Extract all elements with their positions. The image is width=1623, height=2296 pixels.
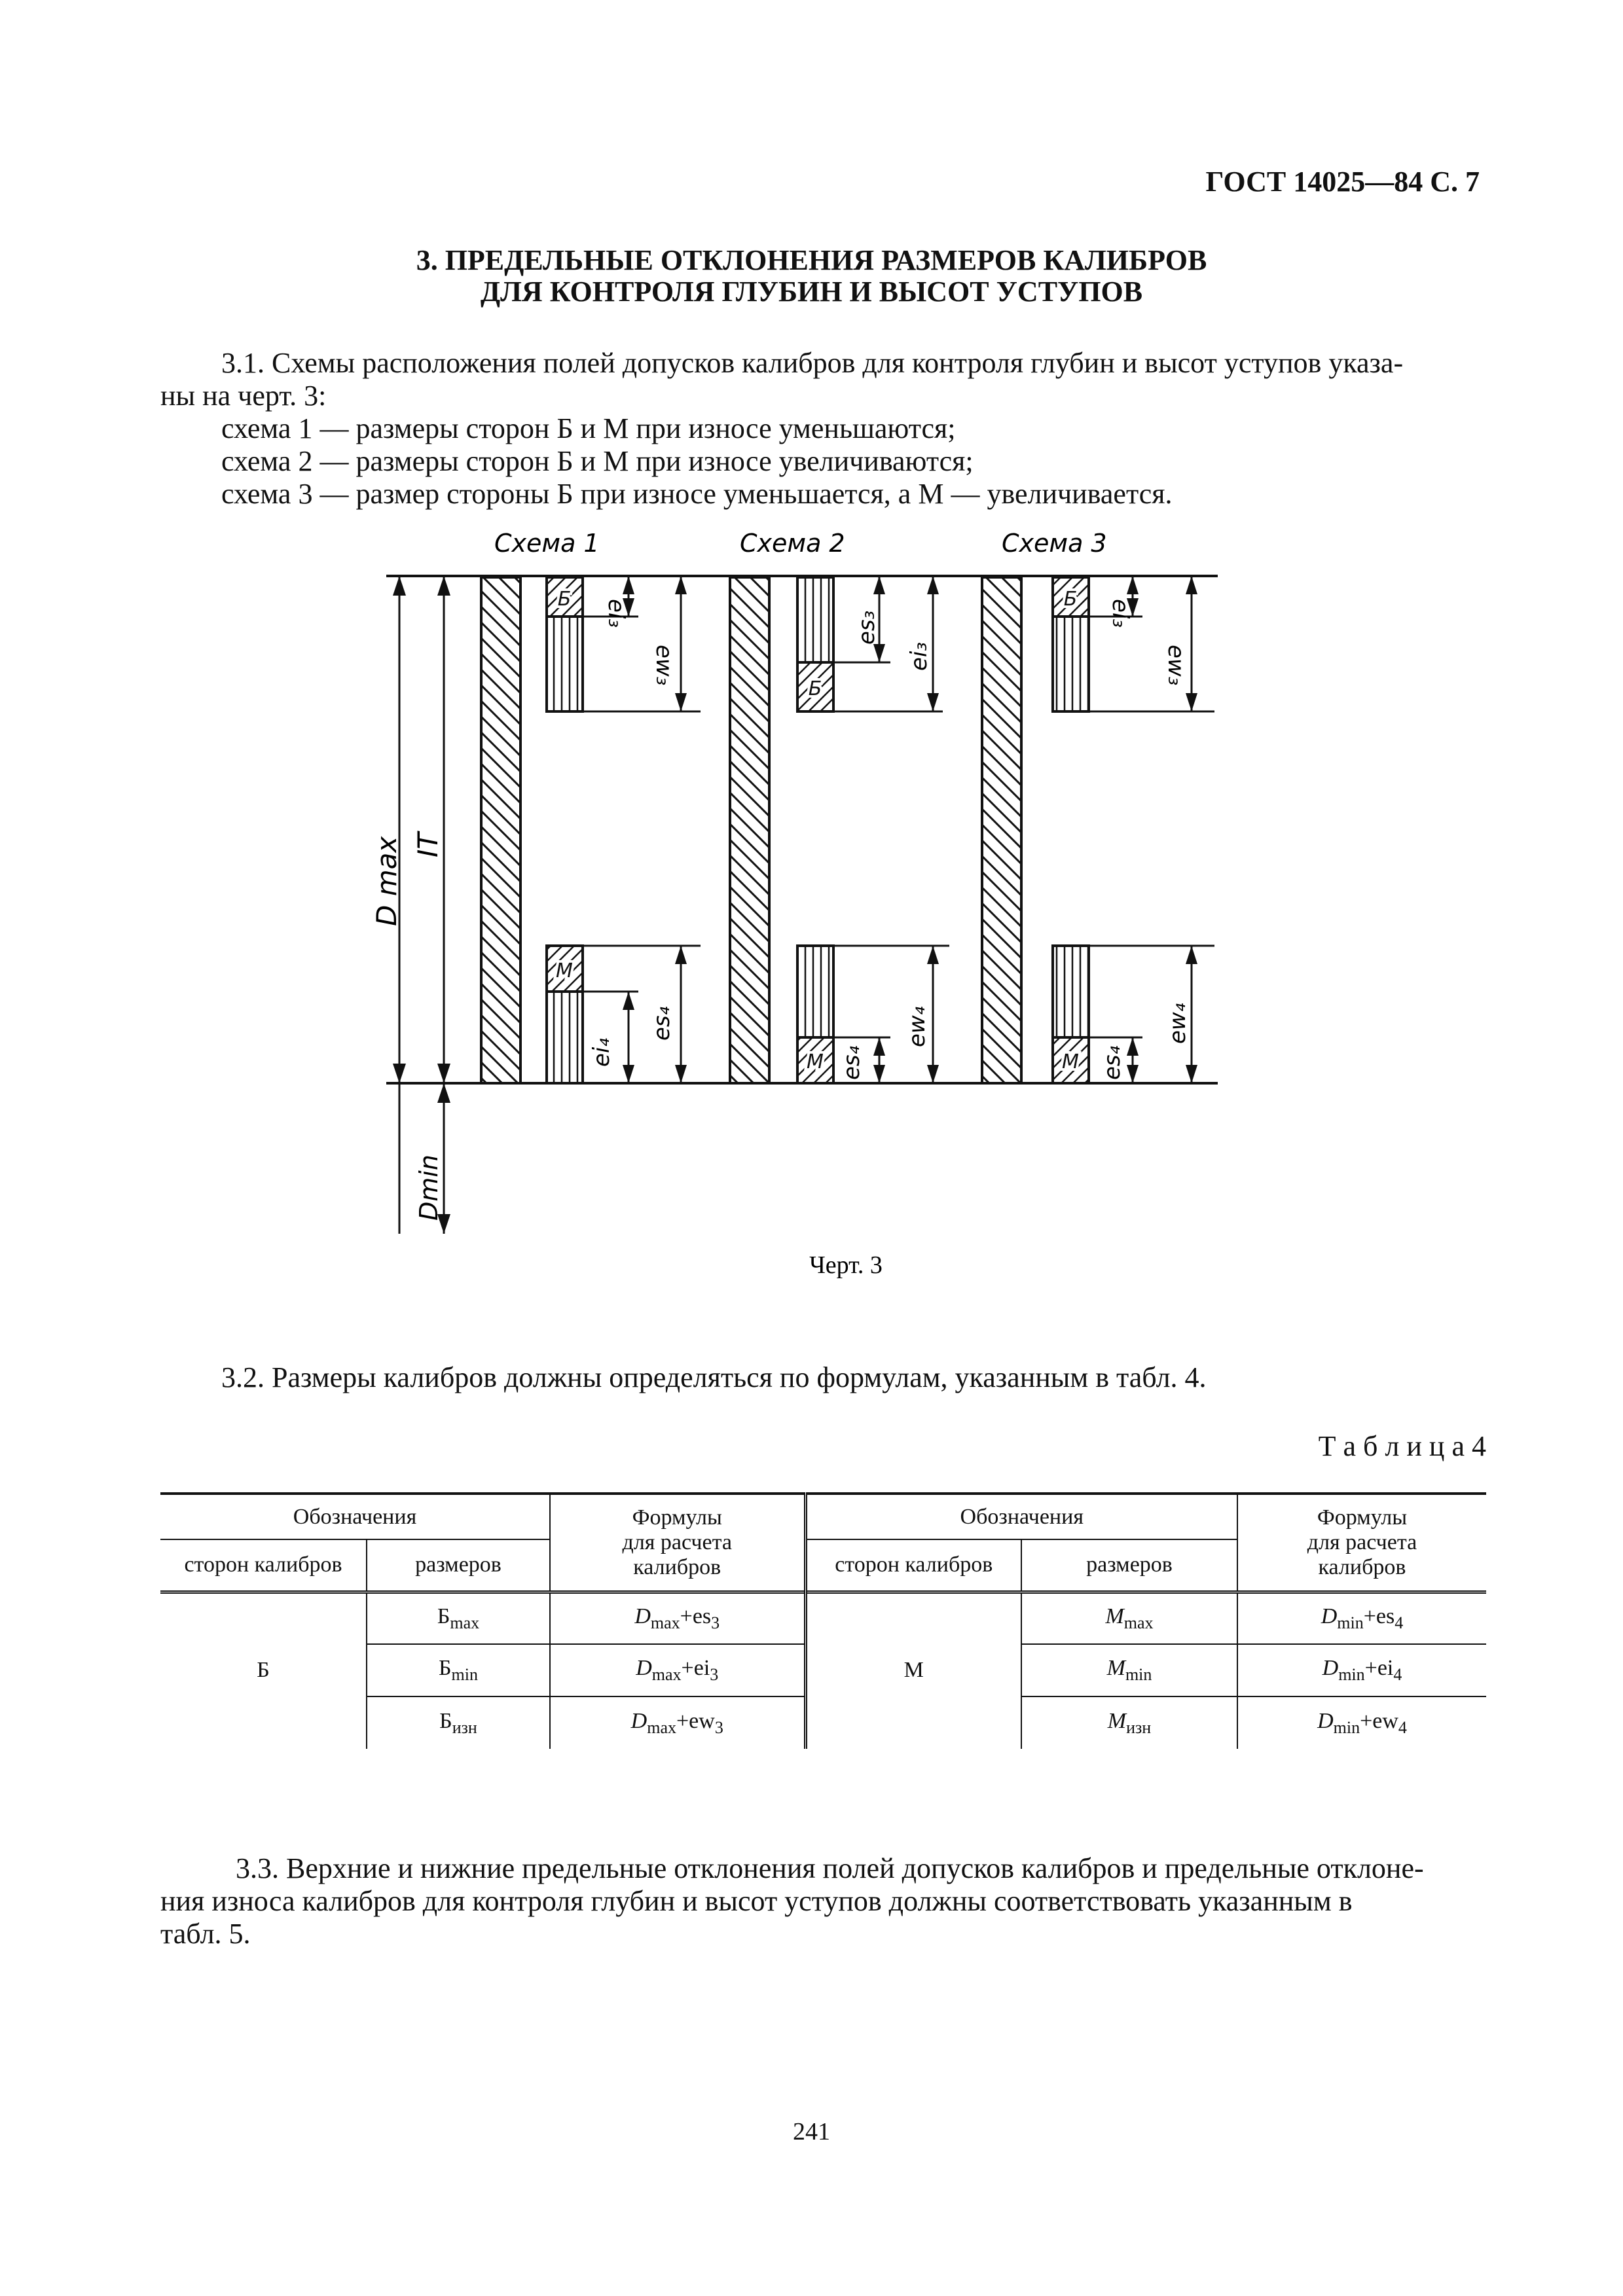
table-row: $M_{min}$ [1021,1644,1237,1696]
scheme-2-description: схема 2 — размеры сторон Б и М при износе увеличиваются; [221,445,974,477]
formula-cell: $D_{min}+es_4$ [1237,1592,1486,1644]
header-formulas-left: Формулы для расчета калибров [550,1494,805,1592]
dmin-label: Dmin [414,1155,443,1221]
formula-cell: $D_{max}+es_3$ [550,1592,805,1644]
scheme-3-description: схема 3 — размер стороны Б при износе уменьшается, а М — увеличивается. [221,478,1173,510]
b-marker: Б [808,677,822,700]
header-sides-right: сторон калибров [805,1539,1021,1592]
header-sizes-left: размеров [367,1539,550,1592]
side-cell-left: Б [160,1644,367,1696]
ei3-label: ei₃ [603,599,629,628]
header-sides-left: сторон калибров [160,1539,367,1592]
figure-caption: Черт. 3 [809,1251,883,1279]
paragraph-3-3-line-2: ния износа калибров для контроля глубин и высот уступов должны соответствовать указанным в [160,1885,1353,1917]
formula-cell: $D_{min}+ew_4$ [1317,1708,1407,1737]
b-marker: Б [1063,588,1078,611]
paragraph-3-1-line-1: 3.1. Схемы расположения полей допусков калибров для контроля глубин и высот уступов указа- [221,347,1404,379]
m-marker: М [556,960,573,982]
b-marker: Б [557,588,572,611]
es4-label: es₄ [839,1045,865,1080]
table-4 [160,1492,1486,1749]
table-label: Т а б л и ц а 4 [1318,1430,1486,1462]
table-row: $M_{изн}$ [1021,1696,1237,1749]
es3-label: es₃ [854,610,880,645]
paragraph-3-3-line-3: табл. 5. [160,1918,251,1950]
header-sizes-right: размеров [1021,1539,1237,1592]
table-row: $Б_{изн}$ [367,1696,550,1749]
m-marker: М [807,1050,824,1073]
es4-label: es₄ [1099,1045,1125,1080]
formula-cell: $D_{max}+ew_3$ [550,1696,805,1749]
scheme-1-description: схема 1 — размеры сторон Б и М при износе уменьшаются; [221,412,956,444]
scheme-3-block [982,576,1214,1083]
table-row: $Б_{max}$ [367,1592,550,1644]
section-title-line-1: 3. ПРЕДЕЛЬНЫЕ ОТКЛОНЕНИЯ РАЗМЕРОВ КАЛИБРОВ [416,244,1207,276]
m-marker: М [1062,1050,1079,1073]
ew4-label: ew₄ [904,1006,930,1047]
section-title-line-2: ДЛЯ КОНТРОЛЯ ГЛУБИН И ВЫСОТ УСТУПОВ [480,276,1143,308]
scheme-1-label: Схема 1 [494,529,600,558]
es4-label: es₄ [649,1006,675,1041]
page-number: 241 [793,2118,830,2145]
ei3-label: ei₃ [1107,599,1133,628]
formula-cell: $D_{max}+ei_3$ [550,1644,805,1696]
header-formulas-right: Формулы для расчета калибров [1237,1494,1486,1592]
scheme-1-block [481,576,701,1083]
scheme-2-label: Схема 2 [740,529,845,558]
paragraph-3-1-line-2: ны на черт. 3: [160,380,327,412]
ei4-label: ei₄ [589,1038,615,1067]
paragraph-3-2: 3.2. Размеры калибров должны определяться по формулам, указанным в табл. 4. [221,1361,1207,1393]
scheme-3-label: Схема 3 [1002,529,1107,558]
document-header: ГОСТ 14025—84 С. 7 [1205,166,1480,198]
it-label: IT [412,832,444,857]
table-row: $M_{max}$ [1021,1592,1237,1644]
dmax-label: D max [371,836,403,926]
ew3-label: ew₃ [1163,645,1189,686]
header-designations-right: Обозначения [805,1494,1237,1539]
ei3-label: ei₃ [906,642,932,671]
ew3-label: ew₃ [651,645,677,686]
side-cell-right: М [805,1644,1021,1696]
table-row: $Б_{min}$ [367,1644,550,1696]
scheme-2-block [730,576,949,1083]
paragraph-3-3-line-1: 3.3. Верхние и нижние предельные отклонения полей допусков калибров и предельные отклоне- [236,1852,1424,1884]
header-designations-left: Обозначения [160,1494,550,1539]
ew4-label: ew₄ [1165,1003,1191,1044]
formula-cell: $D_{min}+ei_4$ [1237,1644,1486,1696]
